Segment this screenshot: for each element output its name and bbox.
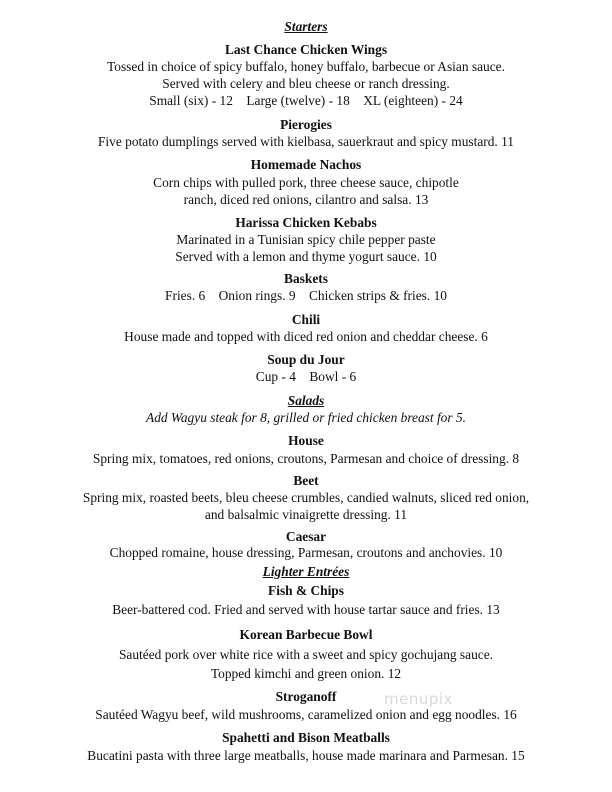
item-desc-korean-1: Sautéed pork over white rice with a sweet and spicy gochujang sauce. [118,647,494,662]
item-name-caesar: Caesar [285,529,327,544]
item-prices-wings: Small (six) - 12 Large (twelve) - 18 XL (eighteen) - 24 [149,93,463,108]
item-desc-wings-1: Tossed in choice of spicy buffalo, honey buffalo, barbecue or Asian sauce. [107,59,505,74]
item-desc-fish: Beer-battered cod. Fried and served with house tartar sauce and fries. 13 [112,602,500,617]
item-desc-nachos-2: ranch, diced red onions, cilantro and salsa. 13 [183,192,429,207]
item-name-wings: Last Chance Chicken Wings [224,42,388,57]
item-name-korean: Korean Barbecue Bowl [239,627,373,642]
item-name-baskets: Baskets [284,271,328,286]
item-name-soup: Soup du Jour [267,352,345,367]
item-desc-stroganoff: Sautéed Wagyu beef, wild mushrooms, caramelized onion and egg noodles. 16 [95,707,517,722]
item-desc-pierogies: Five potato dumplings served with kielbasa, sauerkraut and spicy mustard. 11 [97,134,515,149]
item-desc-house: Spring mix, tomatoes, red onions, croutons, Parmesan and choice of dressing. 8 [92,451,520,466]
section-heading-salads: Salads [287,393,325,408]
item-desc-chili: House made and topped with diced red onion and cheddar cheese. 6 [124,329,488,344]
item-name-stroganoff: Stroganoff [275,689,337,704]
section-heading-starters: Starters [284,19,328,34]
item-desc-caesar: Chopped romaine, house dressing, Parmesan, croutons and anchovies. 10 [109,545,503,560]
item-desc-kebabs-2: Served with a lemon and thyme yogurt sauce. 10 [175,249,437,264]
item-desc-wings-2: Served with celery and bleu cheese or ranch dressing. [162,76,450,91]
item-desc-kebabs-1: Marinated in a Tunisian spicy chile pepper paste [176,232,436,247]
item-name-fish: Fish & Chips [268,583,344,598]
watermark: menupix [384,690,453,708]
item-name-spaghetti: Spahetti and Bison Meatballs [222,730,390,745]
item-desc-baskets: Fries. 6 Onion rings. 9 Chicken strips & fries. 10 [165,288,447,303]
item-name-house: House [288,433,324,448]
item-desc-beet-1: Spring mix, roasted beets, bleu cheese crumbles, candied walnuts, sliced red onion, [82,490,530,505]
item-name-chili: Chili [291,312,321,327]
item-desc-beet-2: and balsalmic vinaigrette dressing. 11 [204,507,408,522]
item-name-pierogies: Pierogies [280,117,332,132]
item-name-nachos: Homemade Nachos [250,157,362,172]
item-desc-korean-2: Topped kimchi and green onion. 12 [210,666,402,681]
item-name-kebabs: Harissa Chicken Kebabs [235,215,377,230]
salads-note: Add Wagyu steak for 8, grilled or fried chicken breast for 5. [146,410,466,425]
item-desc-soup: Cup - 4 Bowl - 6 [255,369,357,384]
section-heading-entrees: Lighter Entrées [262,564,350,579]
item-desc-spaghetti: Bucatini pasta with three large meatballs, house made marinara and Parmesan. 15 [87,748,525,763]
item-desc-nachos-1: Corn chips with pulled pork, three cheese sauce, chipotle [153,175,459,190]
item-name-beet: Beet [293,473,319,488]
